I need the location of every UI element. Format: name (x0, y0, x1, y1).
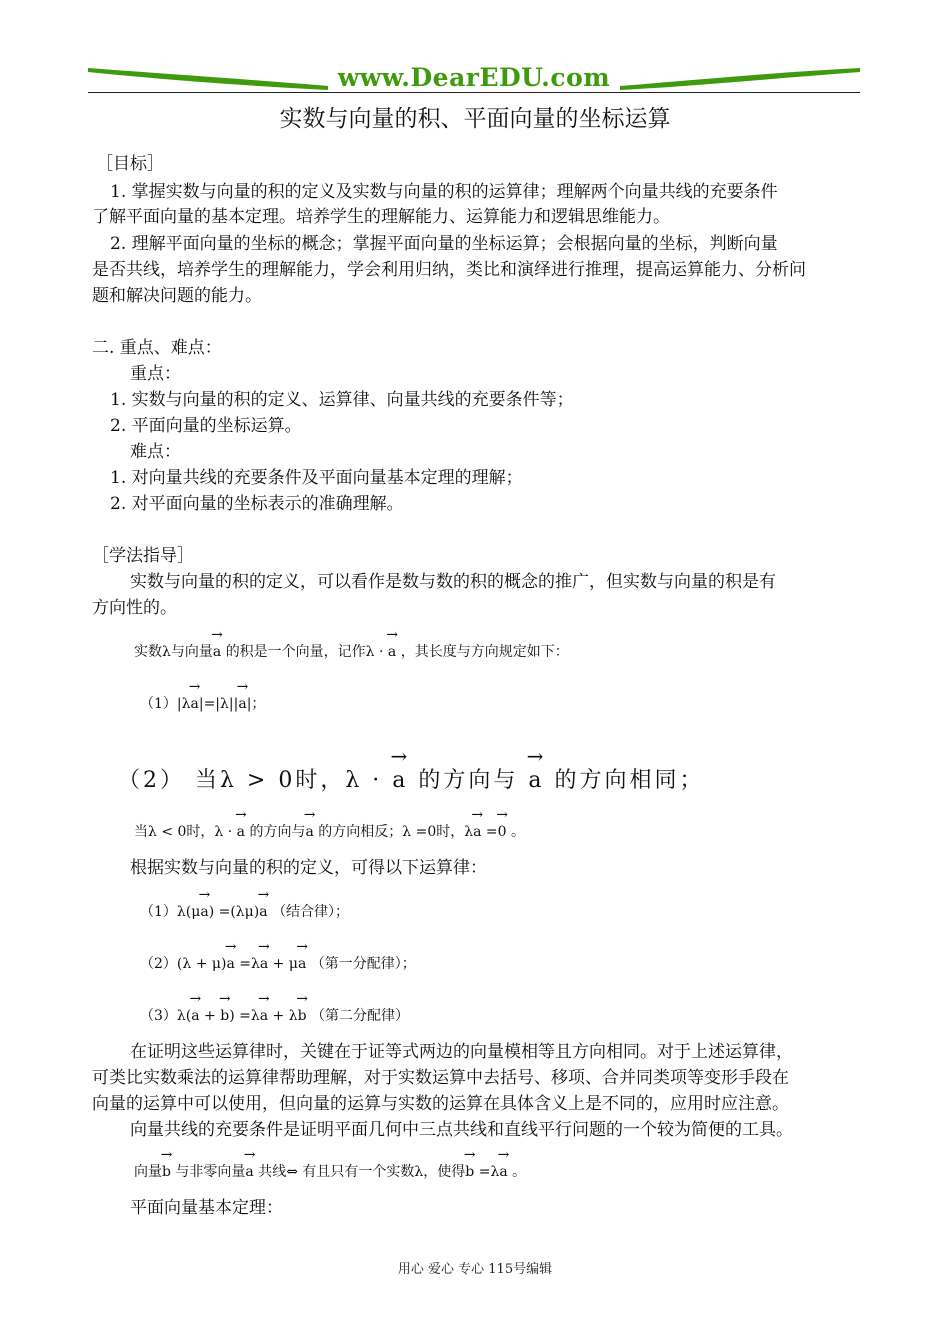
vector-a: → a (305, 822, 313, 842)
vector-a: → a (260, 1006, 268, 1026)
method-para-2c: 向量的运算中可以使用，但向量的运算与实数的运算在具体含义上是不同的，应用时应注意。 (92, 1094, 789, 1114)
vector-a: → a (200, 902, 208, 922)
law-intro: 根据实数与向量的积的定义，可得以下运算律： (130, 858, 487, 878)
rule-3: 当λ < 0时，λ · → a 的方向与→ a 的方向相反；λ =0时，λ→ a =→ 0 。 (134, 822, 525, 842)
vector-b: → b (298, 1006, 307, 1026)
vector-a: → a (260, 954, 268, 974)
vector-a: → a (388, 642, 396, 662)
goals-line-5: 题和解决问题的能力。 (92, 286, 262, 306)
method-heading: ［学法指导］ (92, 546, 194, 566)
rule-2: （2） 当λ > 0时，λ · → a 的方向与 → a 的方向相同； (118, 766, 705, 796)
goals-line-4: 是否共线，培养学生的理解能力，学会利用归纳，类比和演绎进行推理，提高运算能力、分析问 (92, 260, 806, 280)
vector-b: → b (162, 1162, 171, 1182)
key-point-1: 1. 实数与向量的积的定义、运算律、向量共线的充要条件等； (110, 390, 574, 410)
vector-b: → b (220, 1006, 229, 1026)
key-point-2: 2. 平面向量的坐标运算。 (110, 416, 302, 436)
goals-line-1: 1. 掌握实数与向量的积的定义及实数与向量的积的运算律；理解两个向量共线的充要条件 (110, 182, 778, 202)
method-para-1b: 方向性的。 (92, 598, 177, 618)
vector-a: → a (392, 766, 408, 796)
law-3: （3）λ(→ a + → b) =λ→ a + λ→ b （第二分配律） (140, 1006, 409, 1026)
vector-b: → b (465, 1162, 474, 1182)
method-para-2b: 可类比实数乘法的运算律帮助理解，对于实数运算中去括号、移项、合并同类项等变形手段在 (92, 1068, 789, 1088)
rule-1: （1）|λ→ a|=|λ||→ a|； (140, 694, 265, 714)
vector-a: → a (237, 822, 245, 842)
vector-a: → a (528, 766, 544, 796)
vector-a: → a (499, 1162, 507, 1182)
method-para-2a: 在证明这些运算律时，关键在于证等式两边的向量模相等且方向相同。对于上述运算律， (130, 1042, 793, 1062)
method-para-3: 向量共线的充要条件是证明平面几何中三点共线和直线平行问题的一个较为简便的工具。 (130, 1120, 793, 1140)
site-header (88, 62, 860, 96)
vector-a: → a (298, 954, 306, 974)
vector-a: → a (238, 694, 246, 714)
difficulty-1: 1. 对向量共线的充要条件及平面向量基本定理的理解； (110, 468, 523, 488)
goals-heading: ［目标］ (96, 154, 164, 174)
page-title: 实数与向量的积、平面向量的坐标运算 (279, 106, 671, 132)
page-footer: 用心 爱心 专心 115号编辑 (397, 1262, 553, 1277)
vector-a: → a (213, 642, 221, 662)
theorem-heading: 平面向量基本定理： (130, 1198, 283, 1218)
vector-a: → a (191, 1006, 199, 1026)
key-heading: 二. 重点、难点： (92, 338, 222, 358)
collinear-condition: 向量→ b 与非零向量→ a 共线⇔ 有且只有一个实数λ，使得→ b =λ→ a 。 (134, 1162, 526, 1182)
vector-a: → a (245, 1162, 253, 1182)
vector-zero: → 0 (498, 822, 507, 842)
method-para-1a: 实数与向量的积的定义，可以看作是数与数的积的概念的推广，但实数与向量的积是有 (130, 572, 776, 592)
difficulty-label: 难点： (130, 442, 181, 462)
law-1: （1）λ(μ→ a) =(λμ)→ a （结合律）； (140, 902, 349, 922)
site-brand[interactable]: www.DearEDU.com (337, 63, 611, 92)
definition-line: 实数λ与向量→ a 的积是一个向量，记作λ · → a ，其长度与方向规定如下： (134, 642, 569, 662)
vector-a: → a (473, 822, 481, 842)
key-points-label: 重点： (130, 364, 181, 384)
header-divider (88, 92, 860, 93)
law-2: （2）(λ + μ)→ a =λ→ a + μ→ a （第一分配律）； (140, 954, 416, 974)
goals-line-2: 了解平面向量的基本定理。培养学生的理解能力、运算能力和逻辑思维能力。 (92, 207, 670, 227)
vector-a: → a (226, 954, 234, 974)
difficulty-2: 2. 对平面向量的坐标表示的准确理解。 (110, 494, 404, 514)
vector-a: → a (191, 694, 199, 714)
vector-a: → a (259, 902, 267, 922)
goals-line-3: 2. 理解平面向量的坐标的概念；掌握平面向量的坐标运算；会根据向量的坐标，判断向量 (110, 234, 778, 254)
